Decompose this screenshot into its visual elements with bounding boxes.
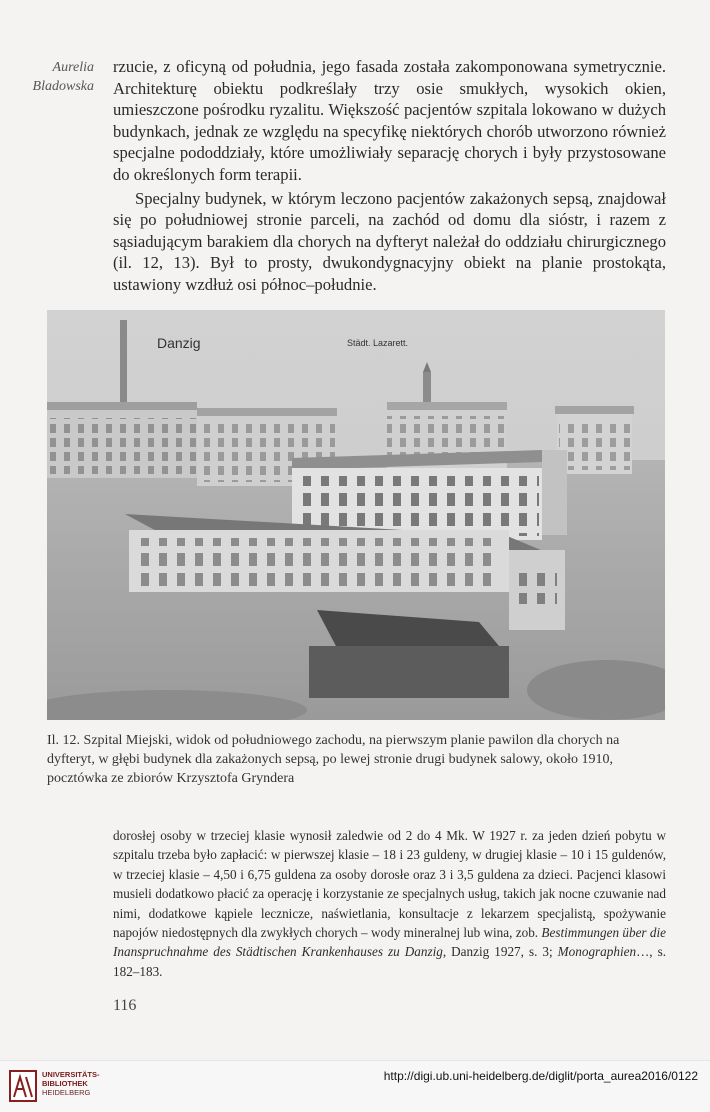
footnote-text-1: dorosłej osoby w trzeciej klasie wynosił zaledwie od 2 do 4 Mk. W 1927 r. za jeden dzień pobytu w szpitalu trzeba było zapłacić: w pierwszej klasie – 18 i 23 guldeny, w drugiej klasie – 10 i 15 guldenów, w trzeciej klasie – 4,50 i 6,75 guldena za osoby dorosłe oraz 3 i 3,5 guldena za dzieci. Pacjenci klasowi musieli dodatkowo płacić za operację i korzystanie ze specjalnych usług, takich jak nocne czuwanie nad nimi, dodatkowe kąpiele lecznicze, naświetlania, konsultacje z lekarzem specjalistą, spożywanie napojów niedostępnych dla zwykłych chorych – wody mineralnej lub wina, zob.: [113, 828, 666, 941]
author-last-name: Bladowska: [32, 79, 94, 94]
library-logo-icon: [8, 1067, 38, 1105]
footnote-text-3: …, s. 182–183.: [113, 944, 666, 979]
author-first-name: Aurelia: [52, 60, 94, 75]
paragraph-2: Specjalny budynek, w którym leczono pacjentów zakażonych sepsą, znajdował się po południowej stronie parceli, na zachód od domu dla sióstr, i razem z sąsiadującym barakiem dla chorych na dyfteryt należał do oddziału chirurgicznego (il. 12, 13). Był to prosty, dwukondygnacyjny obiekt na planie prostokąta, ustawiony wzdłuż osi północ–południe.: [113, 188, 666, 294]
footnote-title-2: Monographien: [557, 944, 637, 960]
library-footer: [0, 1060, 710, 1112]
source-url[interactable]: http://digi.ub.uni-heidelberg.de/diglit/porta_aurea2016/0122: [383, 1069, 698, 1083]
page-number: 116: [113, 997, 137, 1014]
footnote-title-1: Bestimmungen über die Inanspruchnahme des Städtischen Krankenhauses zu Danzig: [113, 925, 666, 960]
library-name: [42, 1070, 100, 1097]
footnote-text-2: , Danzig 1927, s. 3;: [442, 944, 558, 960]
author-marginal-note: [18, 58, 94, 96]
hospital-photograph: [47, 310, 665, 720]
photo-label-hospital: Städt. Lazarett.: [347, 338, 409, 348]
figure-caption: Il. 12. Szpital Miejski, widok od południowego zachodu, na pierwszym planie pawilon dla chorych na dyfteryt, w głębi budynek dla zakażonych sepsą, po lewej stronie drugi budynek salowy, około 1910, pocztówka ze zbiorów Krzysztofa Gryndera: [47, 733, 620, 786]
main-text: [113, 56, 666, 296]
library-name-line3: HEIDELBERG: [42, 1088, 91, 1097]
library-name-line1: UNIVERSITÄTS-: [42, 1070, 100, 1079]
photo-label-city: Danzig: [157, 335, 201, 351]
library-name-line2: BIBLIOTHEK: [42, 1079, 88, 1088]
paragraph-1: rzucie, z oficyną od południa, jego fasada została zakomponowana symetrycznie. Architekturę obiektu podkreślały trzy osie smukłych, wysokich okien, umieszczone pośrodku ryzalitu. Większość pacjentów szpitala lokowano w dużych budynkach, jednak ze względu na specyfikę niektórych chorób utworzono również specjalne pododdziały, które umożliwiały separację chorych i były przystosowane do określonych form terapii.: [113, 57, 666, 184]
footnote: [113, 826, 666, 981]
